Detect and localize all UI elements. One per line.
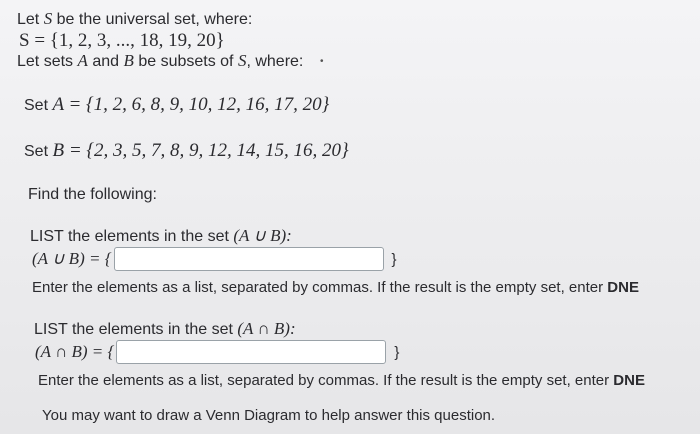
intersection-prompt-math: (A ∩ B):	[237, 319, 296, 338]
text-be-subsets-of: be subsets of	[138, 53, 234, 70]
stray-dot: •	[320, 56, 324, 67]
text-let: Let	[17, 11, 40, 28]
subset-b-symbol: B	[123, 51, 134, 70]
intersection-prompt-text: LIST the elements in the set	[34, 321, 233, 338]
venn-hint: You may want to draw a Venn Diagram to help answer this question.	[42, 407, 496, 424]
text-universal-suffix: be the universal set, where:	[56, 11, 253, 28]
union-instructions-text: Enter the elements as a list, separated by commas. If the result is the empty set, enter	[32, 279, 604, 296]
union-answer-input[interactable]	[114, 247, 384, 271]
subsets-universal-symbol: S	[237, 51, 247, 70]
intersection-instructions	[38, 372, 645, 389]
text-let-sets: Let sets	[17, 53, 74, 70]
set-a-definition: A = {1, 2, 6, 8, 9, 10, 12, 16, 17, 20}	[52, 94, 330, 115]
intersection-answer-row	[35, 340, 399, 364]
union-instructions	[32, 279, 639, 296]
intersection-instructions-text: Enter the elements as a list, separated by commas. If the result is the empty set, enter	[38, 372, 610, 389]
intersection-instructions-dne: DNE	[613, 372, 645, 389]
set-b-row	[24, 140, 349, 162]
union-prompt-text: LIST the elements in the set	[30, 228, 229, 245]
union-prompt	[30, 226, 292, 246]
set-b-label: Set	[24, 143, 49, 160]
set-b-definition: B = {2, 3, 5, 7, 8, 9, 12, 14, 15, 16, 20}	[52, 140, 349, 161]
universal-set-sentence	[17, 9, 252, 29]
subset-a-symbol: A	[77, 51, 88, 70]
intersection-prompt	[34, 319, 296, 339]
intersection-answer-input[interactable]	[116, 340, 386, 364]
universal-set-definition: S = {1, 2, 3, ..., 18, 19, 20}	[19, 30, 225, 51]
set-a-row	[24, 94, 329, 116]
set-a-label: Set	[24, 97, 49, 114]
intersection-close-brace: }	[394, 343, 400, 361]
union-prompt-math: (A ∪ B):	[233, 226, 292, 245]
intersection-answer-label: (A ∩ B) = {	[35, 342, 115, 361]
union-close-brace: }	[391, 250, 397, 268]
union-answer-row	[32, 247, 397, 271]
universal-symbol: S	[43, 9, 53, 28]
union-answer-label: (A ∪ B) = {	[32, 249, 112, 268]
text-where: , where:	[246, 53, 304, 70]
union-instructions-dne: DNE	[607, 279, 639, 296]
subsets-sentence	[17, 51, 303, 71]
text-and: and	[92, 53, 120, 70]
find-heading: Find the following:	[28, 186, 157, 203]
